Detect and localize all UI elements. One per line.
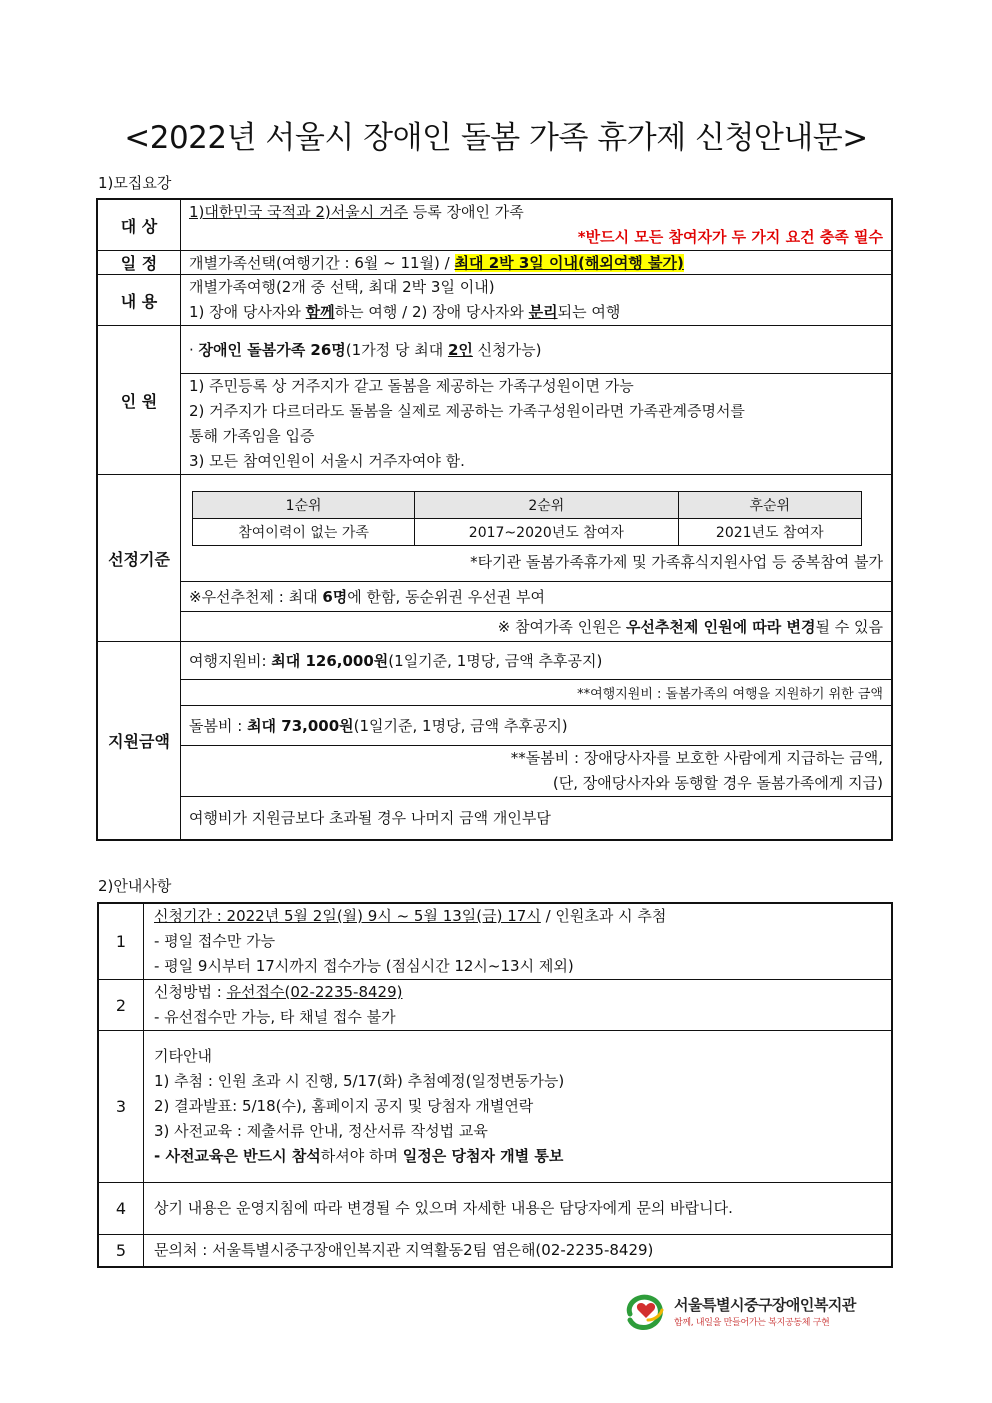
row-value-target bbox=[181, 199, 893, 251]
content-text-e: 되는 여행 bbox=[557, 303, 621, 321]
content-line2 bbox=[189, 300, 883, 325]
notice-body-1 bbox=[144, 903, 893, 980]
content-text-c: 하는 여행 / 2) 장애 당사자와 bbox=[334, 303, 529, 321]
schedule-highlight: 최대 2박 3일 이내(해외여행 불가) bbox=[454, 254, 684, 272]
section-heading-notices: 2)안내사항 bbox=[98, 877, 172, 895]
organization-logo bbox=[624, 1290, 894, 1334]
pref-text-c: 에 한함, 동순위권 우선권 부여 bbox=[347, 588, 546, 606]
row-label-schedule: 일 정 bbox=[97, 251, 181, 275]
support-excess: 여행비가 지원금보다 초과될 경우 나머지 금액 개인부담 bbox=[181, 797, 893, 840]
organization-name: 서울특별시중구장애인복지관 bbox=[674, 1296, 856, 1314]
section-heading-recruitment: 1)모집요강 bbox=[98, 174, 172, 192]
rank-header-1: 1순위 bbox=[193, 492, 415, 519]
notice-number-1: 1 bbox=[98, 903, 144, 980]
notice-number-3: 3 bbox=[98, 1031, 144, 1183]
row-selection-change bbox=[97, 612, 892, 642]
notice-1-line-3: - 평일 9시부터 17시까지 접수가능 (점심시간 12시~13시 제외) bbox=[154, 957, 574, 975]
care-label: 돌봄비 : bbox=[189, 717, 248, 735]
row-target bbox=[97, 199, 892, 251]
notice-1-line-2: - 평일 접수만 가능 bbox=[154, 932, 276, 950]
content-together: 함께 bbox=[305, 303, 335, 321]
notice-row-2 bbox=[98, 980, 892, 1031]
pref-text-a: ※우선추천제 : 최대 bbox=[189, 588, 323, 606]
support-travel-note: **여행지원비 : 돌봄가족의 여행을 지원하기 위한 금액 bbox=[181, 680, 893, 706]
notice-number-2: 2 bbox=[98, 980, 144, 1031]
row-support-excess bbox=[97, 797, 892, 840]
notice-3-line-3: 2) 결과발표: 5/18(수), 홈페이지 공지 및 당첨자 개별연락 bbox=[154, 1097, 534, 1115]
heart-logo-icon bbox=[624, 1290, 670, 1332]
row-label-support: 지원금액 bbox=[97, 642, 181, 840]
row-schedule bbox=[97, 251, 892, 275]
target-note: *반드시 모든 참여자가 두 가지 요건 충족 필수 bbox=[577, 228, 883, 246]
row-selection-pref bbox=[97, 582, 892, 612]
organization-slogan: 함께, 내일을 만들어가는 복지공동체 구현 bbox=[674, 1318, 830, 1328]
notice-3-line-2: 1) 추첨 : 인원 초과 시 진행, 5/17(화) 추첨예정(일정변동가능) bbox=[154, 1072, 565, 1090]
row-value-schedule bbox=[181, 251, 893, 275]
notice-2-line-2: - 유선접수만 가능, 타 채널 접수 불가 bbox=[154, 1008, 396, 1026]
people-line-1: 1) 주민등록 상 거주지가 같고 돌봄을 제공하는 가족구성원이면 가능 bbox=[189, 377, 634, 395]
travel-amount: 최대 126,000원 bbox=[271, 652, 389, 670]
notice-body-3 bbox=[144, 1031, 893, 1183]
row-people-top bbox=[97, 326, 892, 374]
notice-3-bold-c: 일정은 당첨자 개별 통보 bbox=[402, 1147, 564, 1165]
notice-3-line-4: 3) 사전교육 : 제출서류 안내, 정산서류 작성법 교육 bbox=[154, 1122, 488, 1140]
row-people-detail bbox=[97, 374, 892, 475]
notice-row-4 bbox=[98, 1183, 892, 1235]
notice-3-line-1: 기타안내 bbox=[154, 1047, 212, 1065]
selection-note: *타기관 돌봄가족휴가제 및 가족휴식지원사업 등 중복참여 불가 bbox=[470, 553, 883, 571]
notice-number-5: 5 bbox=[98, 1235, 144, 1267]
people-detail bbox=[181, 374, 893, 475]
notice-period-suffix: / 인원초과 시 추첨 bbox=[540, 907, 667, 925]
change-bold: 우선추천제 인원에 따라 변경 bbox=[625, 618, 816, 636]
notice-body-2 bbox=[144, 980, 893, 1031]
content-separate: 분리 bbox=[528, 303, 558, 321]
row-label-selection: 선정기준 bbox=[97, 475, 181, 642]
notice-method-phone: 유선접수(02-2235-8429) bbox=[226, 983, 403, 1001]
selection-ranking bbox=[181, 475, 893, 582]
row-content bbox=[97, 275, 892, 326]
people-count: 장애인 돌봄가족 26명 bbox=[198, 341, 346, 359]
people-summary bbox=[181, 326, 893, 374]
selection-preference bbox=[181, 582, 893, 612]
support-care bbox=[181, 706, 893, 746]
content-text-a: 1) 장애 당사자와 bbox=[189, 303, 306, 321]
row-label-content: 내 용 bbox=[97, 275, 181, 326]
people-max: 2인 bbox=[447, 341, 473, 359]
rank-header-3: 후순위 bbox=[678, 492, 861, 519]
rank-cell-1: 참여이력이 없는 가족 bbox=[193, 519, 415, 546]
notice-row-5 bbox=[98, 1235, 892, 1267]
row-label-target: 대 상 bbox=[97, 199, 181, 251]
target-suffix: 등록 장애인 가족 bbox=[407, 203, 524, 221]
row-support-travel bbox=[97, 642, 892, 680]
notice-method-label: 신청방법 : bbox=[154, 983, 227, 1001]
notice-row-1 bbox=[98, 903, 892, 980]
people-line-2: 2) 거주지가 다르더라도 돌봄을 실제로 제공하는 가족구성원이라면 가족관계증명서를 bbox=[189, 402, 745, 420]
row-support-care-note bbox=[97, 746, 892, 797]
notices-table bbox=[97, 902, 893, 1268]
ranking-table bbox=[192, 491, 862, 546]
notice-3-bold-a: - 사전교육은 반드시 참석 bbox=[154, 1147, 321, 1165]
row-label-people: 인 원 bbox=[97, 326, 181, 475]
pref-count: 6명 bbox=[322, 588, 348, 606]
content-line1: 개별가족여행(2개 중 선택, 최대 2박 3일 이내) bbox=[189, 278, 495, 296]
people-line-4: 3) 모든 참여인원이 서울시 거주자여야 함. bbox=[189, 452, 465, 470]
change-text-c: 될 수 있음 bbox=[815, 618, 883, 636]
target-requirement: 1)대한민국 국적과 2)서울시 거주 bbox=[189, 203, 408, 221]
travel-label: 여행지원비: bbox=[189, 652, 272, 670]
notice-period: 신청기간 : 2022년 5월 2일(월) 9시 ~ 5월 13일(금) 17시 bbox=[154, 907, 541, 925]
notice-body-4: 상기 내용은 운영지침에 따라 변경될 수 있으며 자세한 내용은 담당자에게 문의 바랍니다. bbox=[144, 1183, 893, 1235]
care-amount: 최대 73,000원 bbox=[247, 717, 354, 735]
notice-3-text-b: 하셔야 하며 bbox=[320, 1147, 403, 1165]
care-detail: (1일기준, 1명당, 금액 추후공지) bbox=[353, 717, 568, 735]
row-value-content bbox=[181, 275, 893, 326]
care-note-2: (단, 장애당사자와 동행할 경우 돌봄가족에게 지급) bbox=[552, 774, 883, 792]
row-support-care bbox=[97, 706, 892, 746]
rank-header-2: 2순위 bbox=[415, 492, 678, 519]
row-support-travel-note bbox=[97, 680, 892, 706]
support-care-note bbox=[181, 746, 893, 797]
support-travel bbox=[181, 642, 893, 680]
rank-cell-2: 2017~2020년도 참여자 bbox=[415, 519, 678, 546]
people-line-3: 통해 가족임을 입증 bbox=[189, 427, 315, 445]
row-selection-top bbox=[97, 475, 892, 582]
schedule-text: 개별가족선택(여행기간 : 6월 ~ 11월) / bbox=[189, 254, 455, 272]
notice-number-4: 4 bbox=[98, 1183, 144, 1235]
people-text-e: 신청가능) bbox=[472, 341, 542, 359]
people-text-c: (1가정 당 최대 bbox=[345, 341, 448, 359]
notice-row-3 bbox=[98, 1031, 892, 1183]
travel-detail: (1일기준, 1명당, 금액 추후공지) bbox=[388, 652, 603, 670]
change-text-a: ※ 참여가족 인원은 bbox=[497, 618, 626, 636]
page-title: <2022년 서울시 장애인 돌봄 가족 휴가제 신청안내문> bbox=[124, 120, 868, 156]
notice-body-5: 문의처 : 서울특별시중구장애인복지관 지역활동2팀 염은해(02-2235-8429) bbox=[144, 1235, 893, 1267]
people-bullet: · bbox=[189, 341, 199, 359]
selection-change bbox=[181, 612, 893, 642]
recruitment-table bbox=[96, 198, 893, 841]
rank-cell-3: 2021년도 참여자 bbox=[678, 519, 861, 546]
care-note-1: **돌봄비 : 장애당사자를 보호한 사람에게 지급하는 금액, bbox=[510, 749, 883, 767]
